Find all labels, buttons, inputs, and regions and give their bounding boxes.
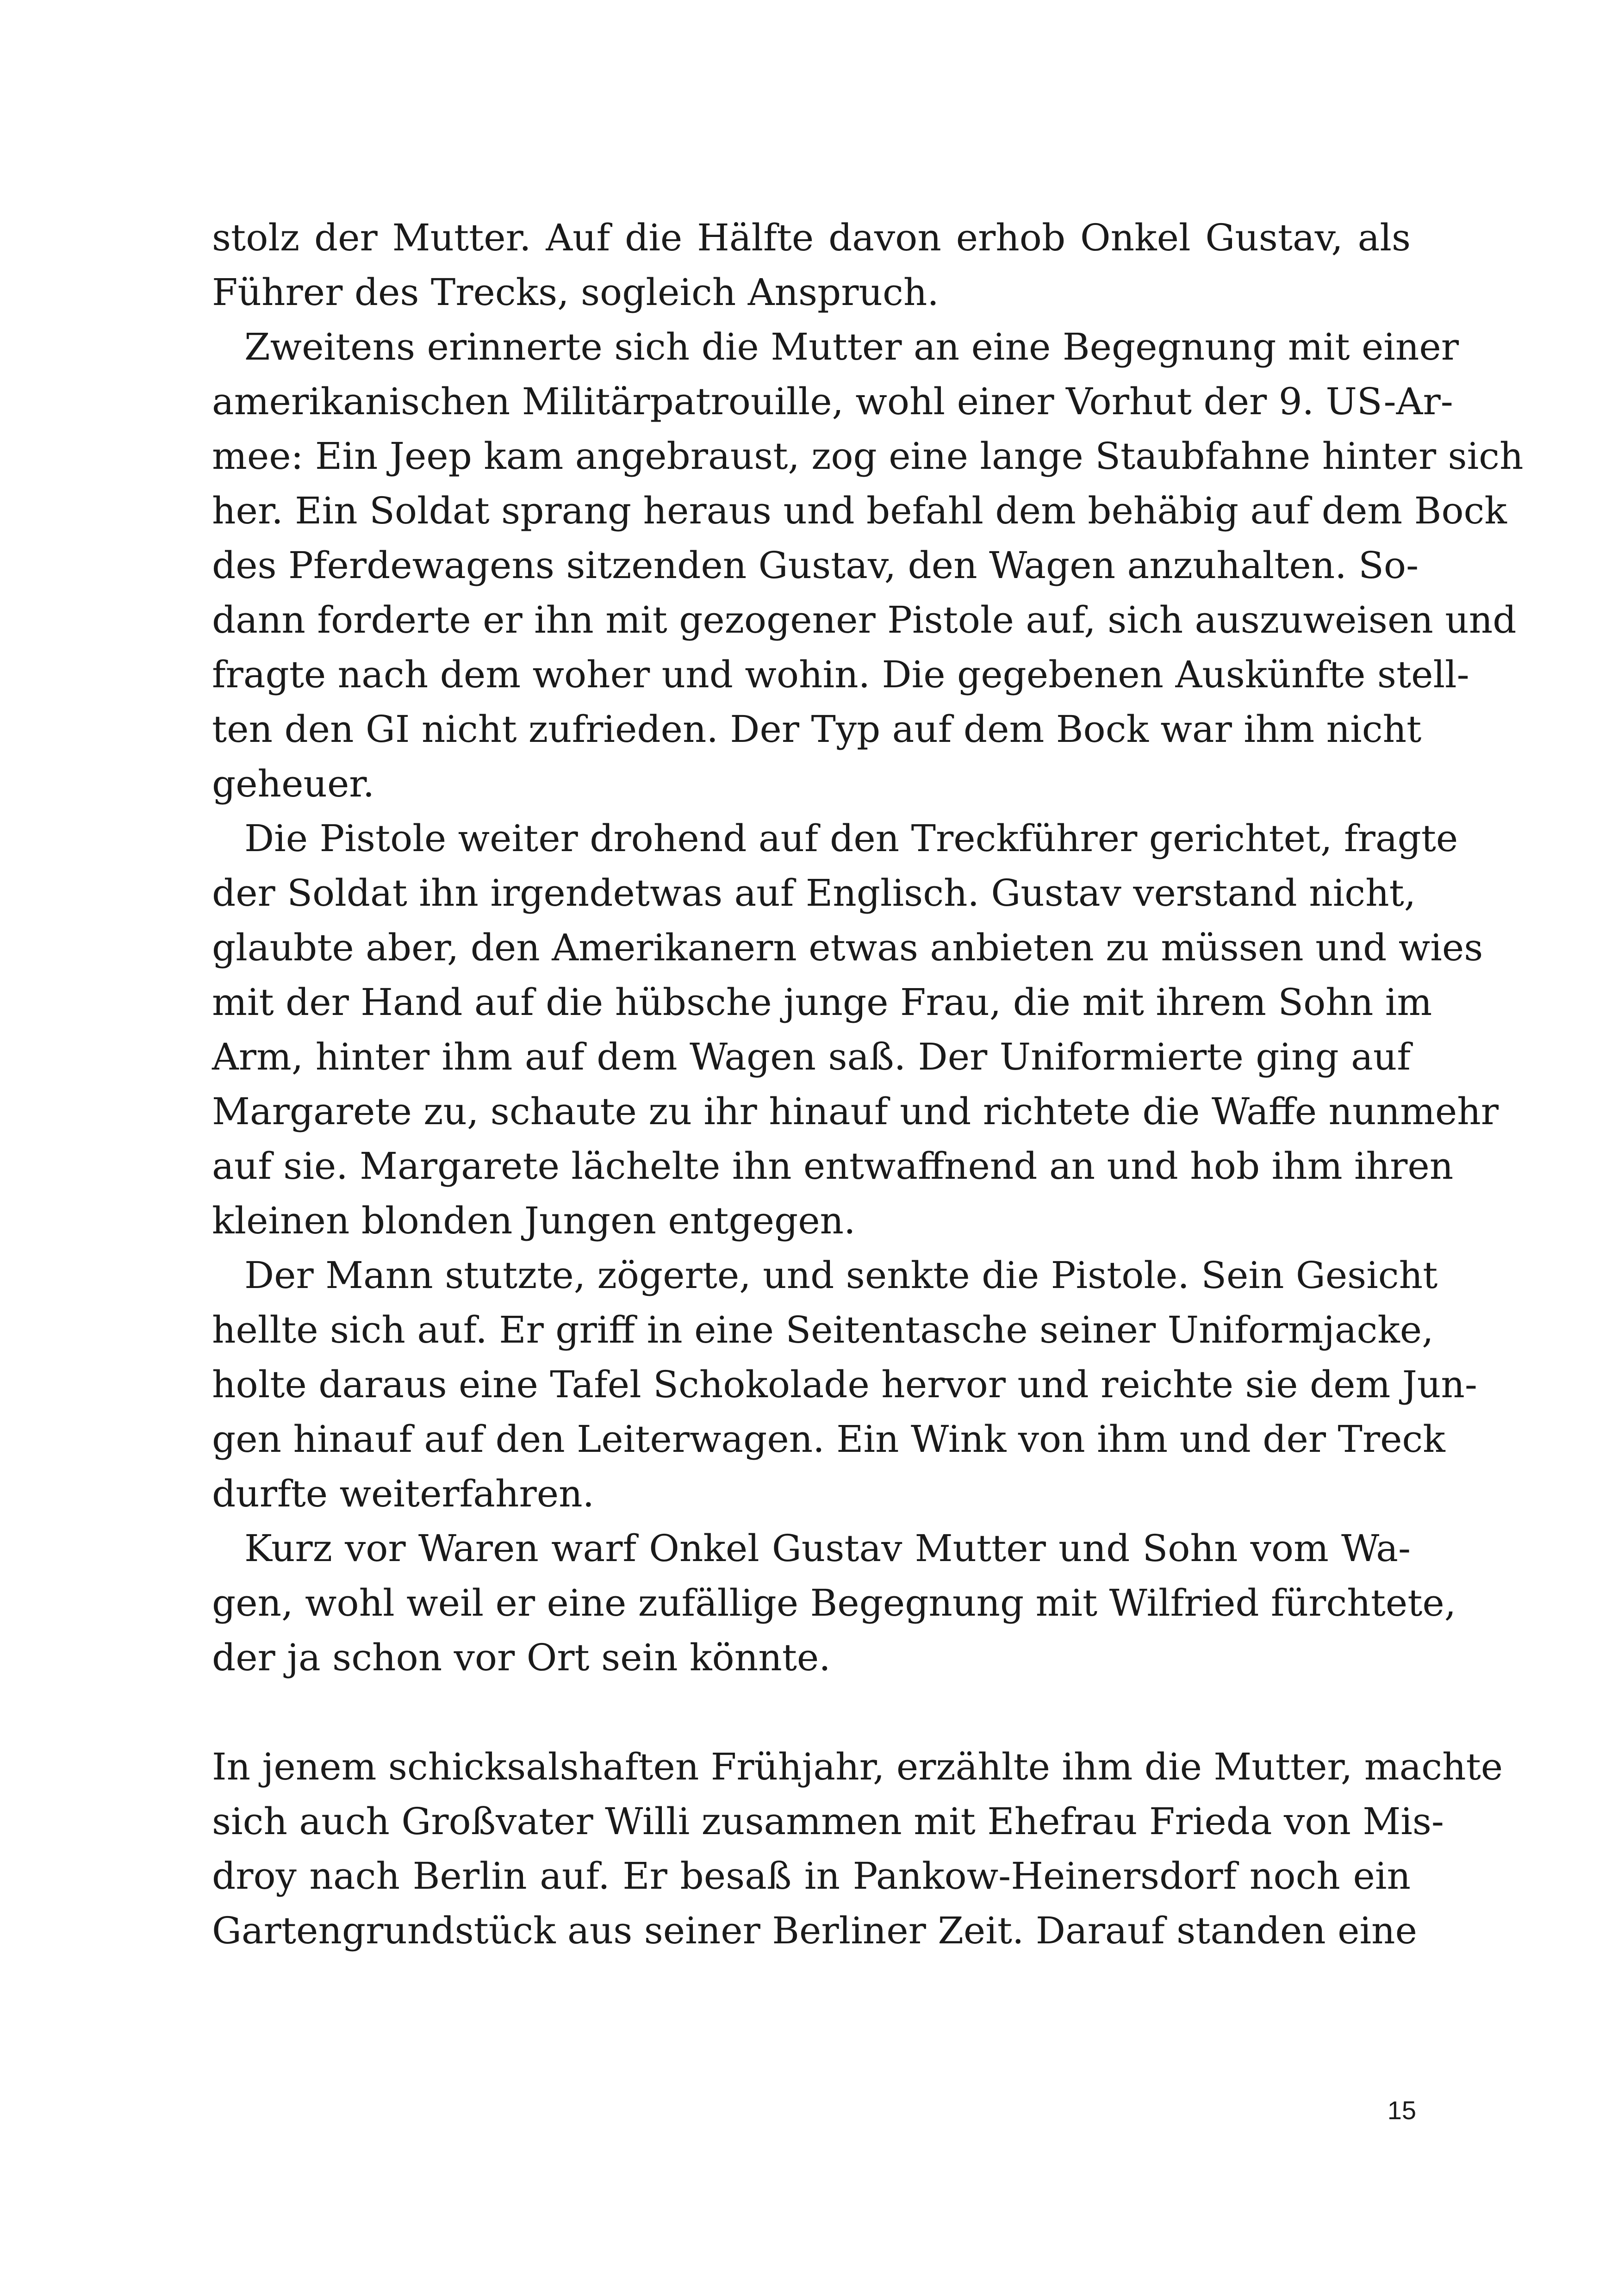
text-line: fragte nach dem woher und wohin. Die gegebenen Auskünfte stell- bbox=[212, 653, 1469, 696]
section-break bbox=[212, 1685, 1411, 1740]
text-line: dann forderte er ihn mit gezogener Pistole auf, sich auszuweisen und bbox=[212, 598, 1517, 641]
paragraph bbox=[212, 320, 1524, 811]
paragraph bbox=[212, 1521, 1456, 1685]
text-line: In jenem schicksalshaften Frühjahr, erzählte ihm die Mutter, machte bbox=[212, 1745, 1503, 1788]
paragraph bbox=[212, 811, 1499, 1248]
text-line: gen hinauf auf den Leiterwagen. Ein Wink von ihm und der Treck bbox=[212, 1418, 1445, 1461]
text-line: holte daraus eine Tafel Schokolade hervor und reichte sie dem Jun- bbox=[212, 1363, 1477, 1406]
text-line: Führer des Trecks, sogleich Anspruch. bbox=[212, 271, 939, 314]
page-number: 15 bbox=[1387, 2096, 1416, 2125]
paragraph bbox=[212, 1248, 1477, 1521]
paragraph bbox=[212, 1740, 1503, 1958]
text-line: Die Pistole weiter drohend auf den Treckführer gerichtet, fragte bbox=[244, 817, 1458, 860]
text-line: glaubte aber, den Amerikanern etwas anbieten zu müssen und wies bbox=[212, 926, 1483, 969]
text-line: droy nach Berlin auf. Er besaß in Pankow-Heinersdorf noch ein bbox=[212, 1854, 1411, 1898]
text-line: mit der Hand auf die hübsche junge Frau, die mit ihrem Sohn im bbox=[212, 981, 1432, 1024]
paragraph bbox=[212, 211, 1411, 320]
text-line: amerikanischen Militärpatrouille, wohl einer Vorhut der 9. US-Ar- bbox=[212, 380, 1453, 423]
text-line: mee: Ein Jeep kam angebraust, zog eine lange Staubfahne hinter sich bbox=[212, 435, 1524, 478]
text-line: Arm, hinter ihm auf dem Wagen saß. Der Uniformierte ging auf bbox=[212, 1035, 1411, 1078]
text-line: stolz der Mutter. Auf die Hälfte davon erhob Onkel Gustav, als bbox=[212, 216, 1411, 259]
text-line: auf sie. Margarete lächelte ihn entwaffnend an und hob ihm ihren bbox=[212, 1145, 1454, 1188]
body-text bbox=[212, 211, 1524, 1958]
text-line: Zweitens erinnerte sich die Mutter an eine Begegnung mit einer bbox=[244, 325, 1459, 368]
text-line: Kurz vor Waren warf Onkel Gustav Mutter und Sohn vom Wa- bbox=[244, 1527, 1411, 1570]
text-line: geheuer. bbox=[212, 762, 375, 805]
text-line: der ja schon vor Ort sein könnte. bbox=[212, 1636, 831, 1679]
text-line: Der Mann stutzte, zögerte, und senkte die Pistole. Sein Gesicht bbox=[244, 1254, 1438, 1297]
text-line: der Soldat ihn irgendetwas auf Englisch. Gustav verstand nicht, bbox=[212, 871, 1416, 915]
text-line: Gartengrundstück aus seiner Berliner Zeit. Darauf standen eine bbox=[212, 1909, 1417, 1952]
text-line: des Pferdewagens sitzenden Gustav, den Wagen anzuhalten. So- bbox=[212, 544, 1419, 587]
text-line: ten den GI nicht zufrieden. Der Typ auf dem Bock war ihm nicht bbox=[212, 708, 1422, 751]
text-line: kleinen blonden Jungen entgegen. bbox=[212, 1199, 856, 1242]
text-line: gen, wohl weil er eine zufällige Begegnung mit Wilfried fürchtete, bbox=[212, 1581, 1456, 1624]
text-line: her. Ein Soldat sprang heraus und befahl dem behäbig auf dem Bock bbox=[212, 489, 1507, 532]
text-line: sich auch Großvater Willi zusammen mit Ehefrau Frieda von Mis- bbox=[212, 1800, 1444, 1843]
text-line: hellte sich auf. Er griff in eine Seitentasche seiner Uniformjacke, bbox=[212, 1308, 1434, 1351]
text-line: durfte weiterfahren. bbox=[212, 1472, 595, 1515]
text-line: Margarete zu, schaute zu ihr hinauf und richtete die Waffe nunmehr bbox=[212, 1090, 1499, 1133]
